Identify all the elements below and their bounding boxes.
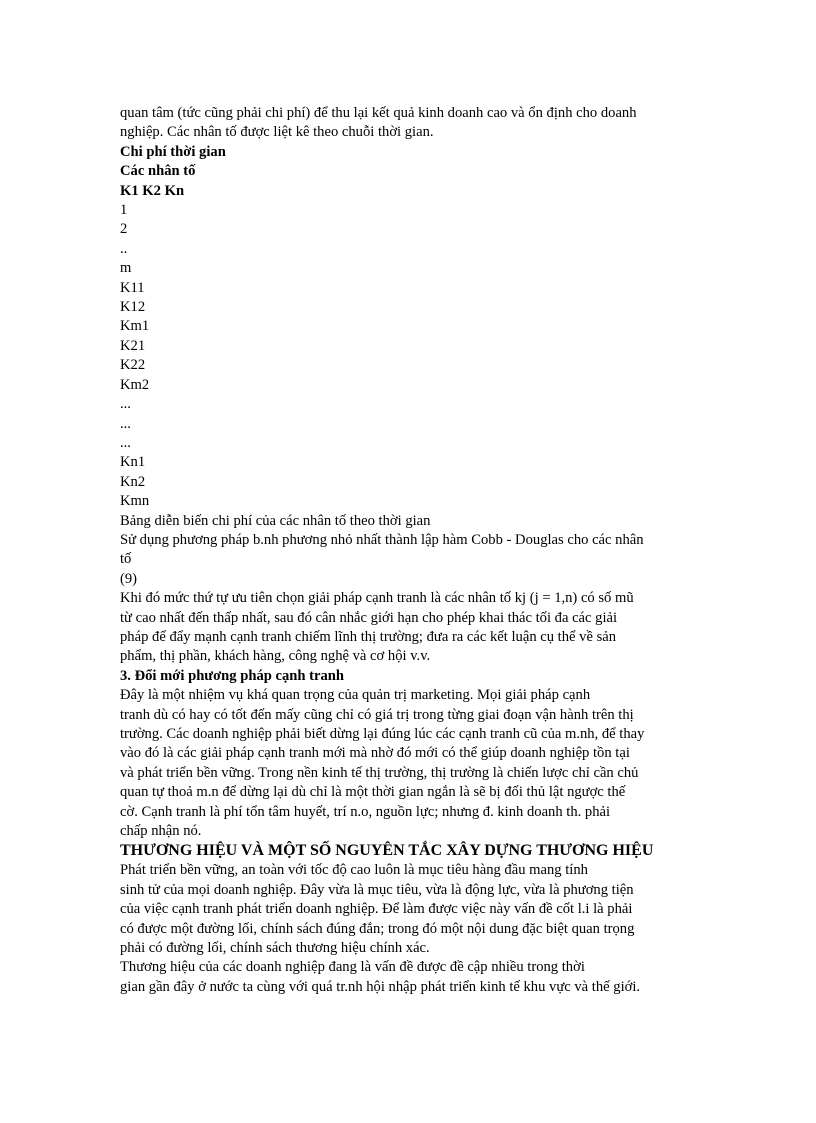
text-line: phải có đường lối, chính sách thương hiệu chính xác. bbox=[120, 940, 430, 957]
document-body bbox=[120, 104, 696, 997]
text-line: quan tâm (tức cũng phải chi phí) để thu lại kết quả kinh doanh cao và ổn định cho doanh bbox=[120, 105, 637, 121]
text-line: Kmn bbox=[120, 493, 150, 510]
text-line: có được một đường lối, chính sách đúng đắn; trong đó một nội dung đặc biệt quan trọng bbox=[120, 920, 635, 937]
text-line: K12 bbox=[120, 299, 146, 316]
text-line: K21 bbox=[120, 337, 146, 354]
text-line: vào đó là các giải pháp cạnh tranh mới mà nhờ đó mới có thể giúp doanh nghiệp tồn tại bbox=[120, 745, 630, 762]
text-line: phẩm, thị phần, khách hàng, công nghệ và cơ hội v.v. bbox=[120, 648, 431, 665]
text-line: quan tự thoả m.n để dừng lại dù chỉ là một thời gian ngắn là sẽ bị đối thủ lật ngược thế bbox=[120, 784, 626, 801]
text-line: K11 bbox=[120, 279, 145, 296]
text-line: Km2 bbox=[120, 376, 150, 393]
text-line: Kn1 bbox=[120, 454, 146, 471]
heading-line: THƯƠNG HIỆU VÀ MỘT SỐ NGUYÊN TẮC XÂY DỰNG THƯƠNG HIỆU bbox=[120, 842, 654, 860]
text-line: K22 bbox=[120, 357, 146, 374]
text-line: sinh tử của mọi doanh nghiệp. Đây vừa là mục tiêu, vừa là động lực, vừa là phương tiện bbox=[120, 881, 634, 898]
text-line: Bảng diễn biến chi phí của các nhân tố theo thời gian bbox=[120, 512, 431, 529]
text-line: ... bbox=[120, 415, 131, 432]
text-line: Phát triển bền vững, an toàn với tốc độ cao luôn là mục tiêu hàng đầu mang tính bbox=[120, 862, 588, 879]
text-line: tố bbox=[120, 551, 132, 568]
text-line: nghiệp. Các nhân tố được liệt kê theo chuỗi thời gian. bbox=[120, 124, 434, 141]
text-line: ... bbox=[120, 396, 131, 413]
text-line: ... bbox=[120, 434, 131, 451]
text-line: chấp nhận nó. bbox=[120, 823, 202, 840]
heading-line: 3. Đổi mới phương pháp cạnh tranh bbox=[120, 667, 345, 684]
text-line: Khi đó mức thứ tự ưu tiên chọn giải pháp cạnh tranh là các nhân tố kj (j = 1,n) có số mũ bbox=[120, 590, 634, 607]
text-line: (9) bbox=[120, 570, 138, 587]
text-line: tranh dù có hay có tốt đến mấy cũng chỉ có giá trị trong từng giai đoạn vận hành trên thị bbox=[120, 706, 634, 723]
text-line: gian gần đây ở nước ta cùng với quá tr.nh hội nhập phát triển kinh tế khu vực và thế giới. bbox=[120, 978, 641, 995]
text-line: cờ. Cạnh tranh là phí tổn tâm huyết, trí n.o, nguồn lực; nhưng đ. kinh doanh th. phải bbox=[120, 803, 611, 820]
heading-line: Chi phí thời gian bbox=[120, 143, 226, 160]
text-line: trường. Các doanh nghiệp phải biết dừng lại đúng lúc các cạnh tranh cũ của m.nh, để thay bbox=[120, 726, 645, 742]
text-line: của việc cạnh tranh phát triển doanh nghiệp. Để làm được việc này vấn đề cốt l.i là phải bbox=[120, 901, 633, 918]
text-line: 2 bbox=[120, 221, 128, 238]
text-line: 1 bbox=[120, 202, 128, 219]
text-line: từ cao nhất đến thấp nhất, sau đó cân nhắc giới hạn cho phép khai thác tối đa các giải bbox=[120, 609, 618, 626]
text-line: m bbox=[120, 260, 132, 277]
text-line: Đây là một nhiệm vụ khá quan trọng của quản trị marketing. Mọi giải pháp cạnh bbox=[120, 687, 591, 704]
text-line: Sử dụng phương pháp b.nh phương nhỏ nhất thành lập hàm Cobb - Douglas cho các nhân bbox=[120, 531, 644, 548]
text-line: .. bbox=[120, 240, 128, 257]
text-line: và phát triển bền vững. Trong nền kinh tế thị trường, thị trường là chiến lược chỉ cần chủ bbox=[120, 764, 639, 781]
heading-line: Các nhân tố bbox=[120, 163, 196, 180]
text-line: pháp để đẩy mạnh cạnh tranh chiếm lĩnh thị trường; đưa ra các kết luận cụ thể về sản bbox=[120, 628, 617, 645]
text-line: Kn2 bbox=[120, 473, 146, 490]
text-line: Thương hiệu của các doanh nghiệp đang là vấn đề được đề cập nhiều trong thời bbox=[120, 959, 585, 976]
text-line: Km1 bbox=[120, 318, 150, 335]
heading-line: K1 K2 Kn bbox=[120, 182, 185, 199]
